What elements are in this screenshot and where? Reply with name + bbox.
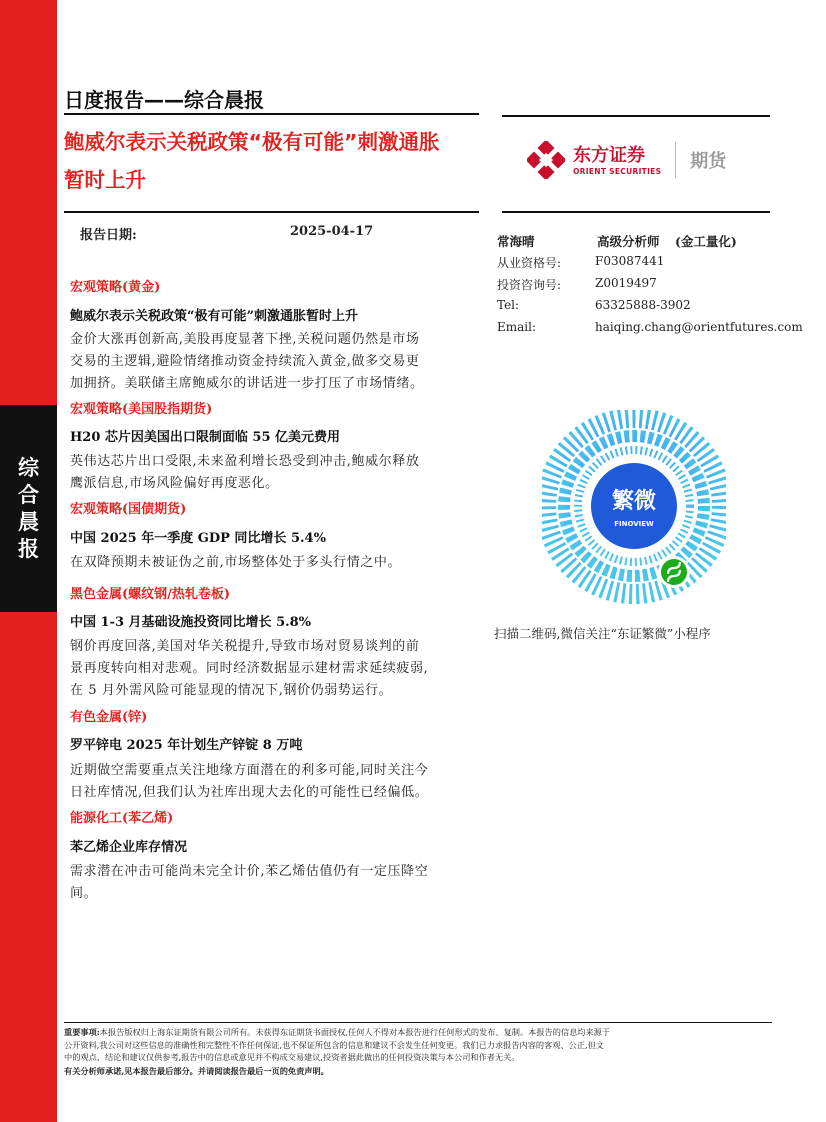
section-headline: 罗平锌电 2025 年计划生产锌锭 8 万吨 xyxy=(70,738,303,753)
divider xyxy=(64,113,479,115)
qr-code[interactable] xyxy=(542,410,726,610)
section-headline: H20 芯片因美国出口限制面临 55 亿美元费用 xyxy=(70,430,341,445)
analyst-team: (金工量化) xyxy=(675,234,737,249)
section-headline: 中国 1-3 月基础设施投资同比增长 5.8% xyxy=(70,615,312,630)
section-tag-gold: 宏观策略(黄金) xyxy=(70,280,161,295)
analyst-email[interactable]: haiqing.chang@orientfutures.com xyxy=(595,320,803,334)
side-label-char: 合 xyxy=(18,482,39,507)
section-body xyxy=(70,552,475,574)
section-headline: 鲍威尔表示关税政策“极有可能”刺激通胀暂时上升 xyxy=(70,309,358,324)
side-label-char: 综 xyxy=(18,455,39,480)
section-tag-zinc: 有色金属(锌) xyxy=(70,710,148,725)
disclaimer-line: 中的观点、结论和建议仅供参考,报告中的信息或意见并不构成交易建议,投资者据此做出的任何投资决策与本公司和作者无关。 xyxy=(64,1052,520,1062)
qr-caption: 扫描二维码,微信关注“东证繁微”小程序 xyxy=(494,626,711,641)
info-key: 投资咨询号: xyxy=(497,278,562,292)
section-tag-us-index: 宏观策略(美国股指期货) xyxy=(70,402,213,417)
divider xyxy=(502,211,770,213)
section-body xyxy=(70,329,475,395)
info-key: Tel: xyxy=(497,298,520,312)
body-line: 交易的主逻辑,避险情绪推动资金持续流入黄金,做多交易更 xyxy=(70,354,420,369)
company-name-en: ORIENT SECURITIES xyxy=(573,166,662,176)
body-line: 景再度转向相对悲观。同时经济数据显示建材需求延续疲弱, xyxy=(70,661,429,676)
qr-code-icon xyxy=(542,410,726,610)
body-line: 鹰派信息,市场风险偏好再度恶化。 xyxy=(70,476,279,491)
info-key: Email: xyxy=(497,320,537,334)
side-label xyxy=(0,405,57,612)
disclaimer-label: 重要事项: xyxy=(64,1027,100,1037)
body-line: 近期做空需要重点关注地缘方面潜在的利多可能,同时关注今 xyxy=(70,763,429,778)
report-date-label: 报告日期: xyxy=(80,228,137,243)
section-tag-styrene: 能源化工(苯乙烯) xyxy=(70,811,174,826)
side-label-char: 报 xyxy=(18,536,39,561)
company-name-cn: 东方证券 xyxy=(573,144,645,166)
body-line: 加拥挤。美联储主席鲍威尔的讲话进一步打压了市场情绪。 xyxy=(70,376,424,391)
section-headline: 中国 2025 年一季度 GDP 同比增长 5.4% xyxy=(70,531,326,546)
disclaimer xyxy=(64,1026,774,1064)
disclaimer-line: 本报告版权归上海东证期货有限公司所有。未获得东证期货书面授权,任何人不得对本报告进行任何形式的发布、复制。本报告的信息均来源于 xyxy=(99,1027,611,1037)
body-line: 日社库情况,但我们认为社库出现大去化的可能性已经偏低。 xyxy=(70,785,429,800)
body-line: 钢价再度回落,美国对华关税提升,导致市场对贸易谈判的前 xyxy=(70,639,420,654)
body-line: 在 5 月外需风险可能显现的情况下,钢价仍弱势运行。 xyxy=(70,683,393,698)
division-name: 期货 xyxy=(690,151,727,172)
info-value: 63325888-3902 xyxy=(595,298,691,312)
body-line: 间。 xyxy=(70,886,98,901)
section-body xyxy=(70,636,475,702)
logo-divider xyxy=(675,142,676,178)
body-line: 英伟达芯片出口受限,未来盈利增长恐受到冲击,鲍威尔释放 xyxy=(70,454,420,469)
divider xyxy=(64,1022,772,1023)
section-body xyxy=(70,451,475,495)
body-line: 在双降预期未被证伪之前,市场整体处于多头行情之中。 xyxy=(70,555,402,570)
section-body xyxy=(70,760,475,804)
divider xyxy=(502,115,770,117)
section-tag-bond: 宏观策略(国债期货) xyxy=(70,502,187,517)
page-title xyxy=(64,123,494,199)
title-line-2: 暂时上升 xyxy=(64,168,146,192)
section-tag-steel: 黑色金属(螺纹钢/热轧卷板) xyxy=(70,587,231,602)
report-date-value: 2025-04-17 xyxy=(290,224,374,239)
doc-type: 日度报告——综合晨报 xyxy=(64,88,264,112)
info-value: Z0019497 xyxy=(595,276,657,290)
section-headline: 苯乙烯企业库存情况 xyxy=(70,840,188,855)
qr-brand-cn: 繁微 xyxy=(611,489,657,514)
body-line: 需求潜在冲击可能尚未完全计价,苯乙烯估值仍有一定压降空 xyxy=(70,864,429,879)
orient-logo-icon xyxy=(527,141,565,179)
analyst-role: 高级分析师 xyxy=(597,234,660,249)
analyst-commitment-note: 有关分析师承诺,见本报告最后部分。并请阅读报告最后一页的免责声明。 xyxy=(64,1066,329,1076)
info-key: 从业资格号: xyxy=(497,256,562,270)
side-label-char: 晨 xyxy=(18,509,39,534)
analyst-name: 常海晴 xyxy=(497,234,535,249)
title-line-1: 鲍威尔表示关税政策“极有可能”刺激通胀 xyxy=(64,130,440,154)
divider xyxy=(64,211,479,213)
company-logo xyxy=(527,142,726,178)
body-line: 金价大涨再创新高,美股再度显著下挫,关税问题仍然是市场 xyxy=(70,332,420,347)
section-body xyxy=(70,861,475,905)
qr-brand-en: FINOVIEW xyxy=(614,520,654,528)
disclaimer-line: 公开资料,我公司对这些信息的准确性和完整性不作任何保证,也不保证所包含的信息和建议不会发生任何变更。我们已力求报告内容的客观、公正,但文 xyxy=(64,1039,604,1050)
info-value: F03087441 xyxy=(595,254,665,268)
